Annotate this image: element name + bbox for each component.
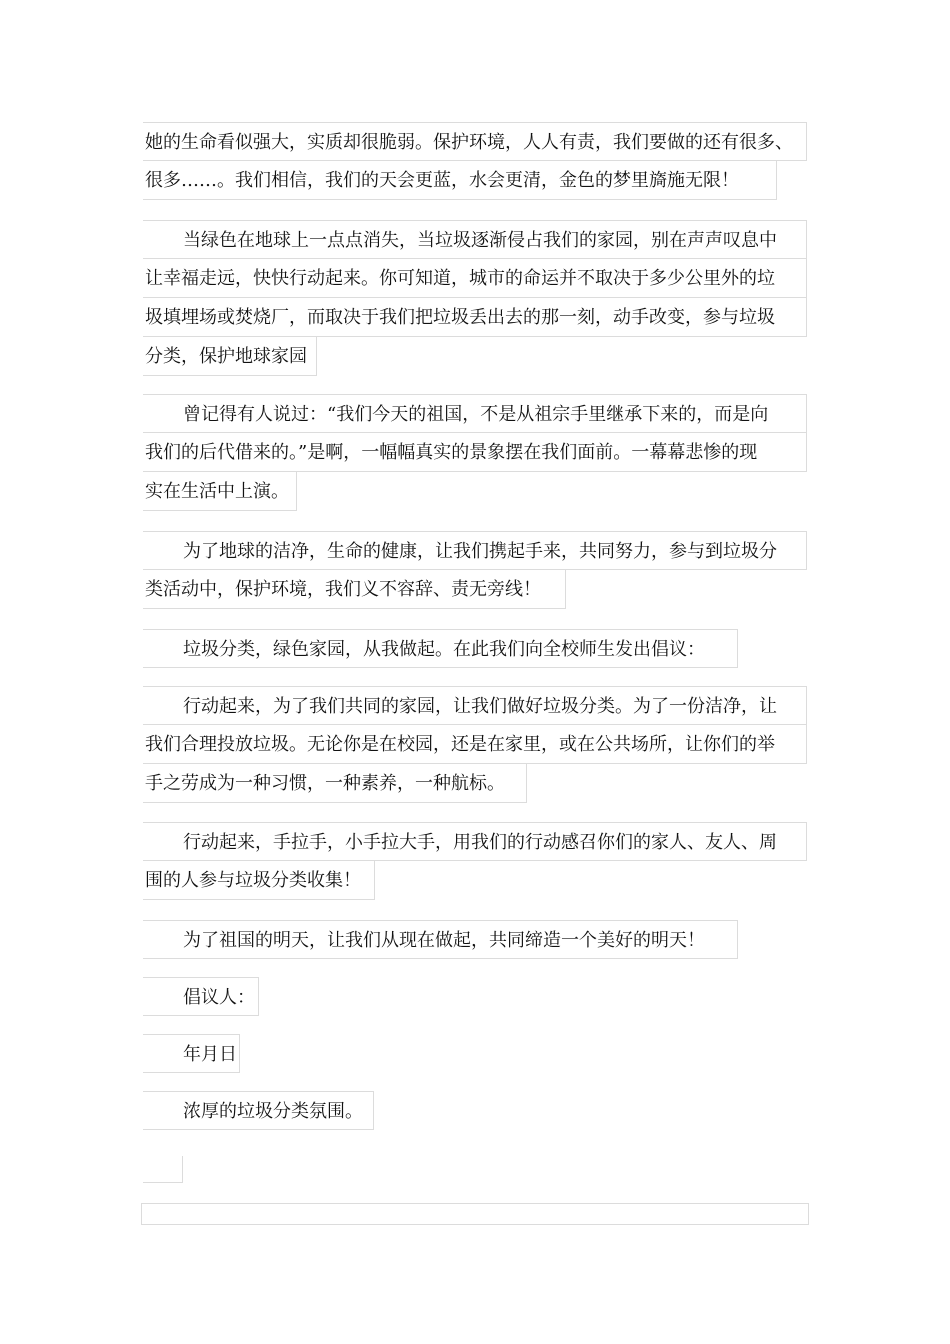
text-line: 垃圾分类，绿色家园，从我做起。在此我们向全校师生发出倡议：	[143, 629, 738, 668]
paragraph-8	[143, 920, 738, 959]
text-line: 我们合理投放垃圾。无论你是在校园，还是在家里，或在公共场所，让你们的举	[143, 725, 807, 764]
text-line: 为了地球的洁净，生命的健康，让我们携起手来，共同努力，参与到垃圾分	[143, 531, 807, 570]
paragraph-4	[143, 531, 807, 609]
text-line: 我们的后代借来的。”是啊，一幅幅真实的景象摆在我们面前。一幕幕悲惨的现	[143, 433, 807, 472]
paragraph-3	[143, 394, 807, 511]
text-line: 围的人参与垃圾分类收集！	[143, 861, 375, 900]
text-line: 浓厚的垃圾分类氛围。	[143, 1091, 374, 1130]
text-line: 类活动中，保护环境，我们义不容辞、责无旁线！	[143, 570, 566, 609]
text-line: 行动起来，手拉手，小手拉大手，用我们的行动感召你们的家人、友人、周	[143, 822, 807, 861]
text-line: 圾填埋场或焚烧厂，而取决于我们把垃圾丢出去的那一刻，动手改变，参与垃圾	[143, 298, 807, 337]
paragraph-7	[143, 822, 807, 900]
text-line: 分类，保护地球家园	[143, 337, 317, 376]
text-line: 让幸福走远，快快行动起来。你可知道，城市的命运并不取决于多少公里外的垃	[143, 259, 807, 298]
text-line: 为了祖国的明天，让我们从现在做起，共同缔造一个美好的明天！	[143, 920, 738, 959]
date-label	[143, 1034, 240, 1073]
text-line: 很多……。我们相信，我们的天会更蓝，水会更清，金色的梦里旖施无限！	[143, 161, 777, 200]
paragraph-1	[143, 122, 807, 200]
text-line: 年月日	[143, 1034, 240, 1073]
paragraph-5	[143, 629, 738, 668]
text-line: 实在生活中上演。	[143, 472, 297, 511]
text-line: 当绿色在地球上一点点消失，当垃圾逐渐侵占我们的家园，别在声声叹息中	[143, 220, 807, 259]
empty-text-box	[143, 1156, 183, 1183]
text-line: 行动起来，为了我们共同的家园，让我们做好垃圾分类。为了一份洁净，让	[143, 686, 807, 725]
footer-frame	[141, 1203, 809, 1225]
paragraph-2	[143, 220, 807, 376]
paragraph-11	[143, 1091, 374, 1130]
text-line: 曾记得有人说过：“我们今天的祖国，不是从祖宗手里继承下来的，而是向	[143, 394, 807, 433]
signature-label	[143, 977, 259, 1016]
text-line: 倡议人：	[143, 977, 259, 1016]
paragraph-6	[143, 686, 807, 803]
text-line: 手之劳成为一种习惯，一种素养，一种航标。	[143, 764, 527, 803]
text-line: 她的生命看似强大，实质却很脆弱。保护环境，人人有责，我们要做的还有很多、	[143, 122, 807, 161]
